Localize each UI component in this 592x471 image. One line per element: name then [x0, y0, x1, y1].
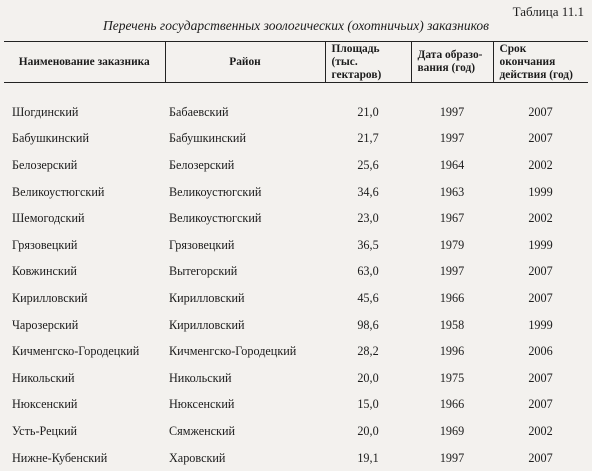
- header-name: Наименование заказника: [4, 42, 165, 83]
- cell-name: Бабушкинский: [4, 126, 165, 153]
- cell-expiry: 1999: [493, 312, 588, 339]
- cell-founded: 1997: [411, 83, 493, 126]
- header-expiry-line2: действия (год): [500, 69, 585, 82]
- cell-founded: 1997: [411, 259, 493, 286]
- cell-region: Вытегорский: [165, 259, 325, 286]
- cell-area: 15,0: [325, 392, 411, 419]
- table-number: Таблица 11.1: [513, 4, 584, 20]
- cell-expiry: 2007: [493, 365, 588, 392]
- header-area-line1: Площадь: [332, 43, 407, 56]
- cell-name: Кирилловский: [4, 285, 165, 312]
- cell-name: Ковжинский: [4, 259, 165, 286]
- cell-region: Бабаевский: [165, 83, 325, 126]
- table-row: [4, 285, 588, 312]
- cell-expiry: 2007: [493, 445, 588, 471]
- table-row: [4, 338, 588, 365]
- table-row: [4, 152, 588, 179]
- cell-founded: 1967: [411, 205, 493, 232]
- header-expiry: [493, 42, 588, 83]
- cell-area: 45,6: [325, 285, 411, 312]
- header-region: Район: [165, 42, 325, 83]
- header-area-line2: (тыс. гектаров): [332, 56, 407, 82]
- cell-name: Чарозерский: [4, 312, 165, 339]
- table-row: [4, 392, 588, 419]
- cell-area: 21,0: [325, 83, 411, 126]
- cell-region: Великоустюгский: [165, 205, 325, 232]
- cell-founded: 1963: [411, 179, 493, 206]
- cell-region: Великоустюгский: [165, 179, 325, 206]
- table-row: [4, 445, 588, 471]
- cell-area: 25,6: [325, 152, 411, 179]
- cell-expiry: 2002: [493, 152, 588, 179]
- reserves-table: [4, 41, 588, 471]
- header-area: [325, 42, 411, 83]
- cell-founded: 1958: [411, 312, 493, 339]
- header-founded: [411, 42, 493, 83]
- cell-area: 20,0: [325, 418, 411, 445]
- cell-name: Никольский: [4, 365, 165, 392]
- cell-name: Нюксенский: [4, 392, 165, 419]
- cell-founded: 1996: [411, 338, 493, 365]
- cell-expiry: 2002: [493, 205, 588, 232]
- cell-region: Харовский: [165, 445, 325, 471]
- table-row: [4, 205, 588, 232]
- cell-region: Белозерский: [165, 152, 325, 179]
- cell-region: Кичменгско-Городецкий: [165, 338, 325, 365]
- header-expiry-line1: Срок окончания: [500, 43, 585, 69]
- cell-name: Великоустюгский: [4, 179, 165, 206]
- cell-area: 36,5: [325, 232, 411, 259]
- cell-region: Кирилловский: [165, 312, 325, 339]
- cell-expiry: 2006: [493, 338, 588, 365]
- cell-expiry: 2007: [493, 126, 588, 153]
- cell-name: Белозерский: [4, 152, 165, 179]
- cell-expiry: 2007: [493, 83, 588, 126]
- cell-area: 23,0: [325, 205, 411, 232]
- cell-founded: 1966: [411, 392, 493, 419]
- cell-founded: 1997: [411, 445, 493, 471]
- cell-founded: 1964: [411, 152, 493, 179]
- cell-area: 20,0: [325, 365, 411, 392]
- table-row: [4, 418, 588, 445]
- cell-area: 98,6: [325, 312, 411, 339]
- table-row: [4, 259, 588, 286]
- cell-expiry: 1999: [493, 179, 588, 206]
- table-row: [4, 179, 588, 206]
- table-row: [4, 312, 588, 339]
- table-row: [4, 365, 588, 392]
- cell-expiry: 2007: [493, 285, 588, 312]
- cell-expiry: 2007: [493, 259, 588, 286]
- table-body: [4, 83, 588, 471]
- cell-area: 63,0: [325, 259, 411, 286]
- header-founded-line1: Дата образо-: [418, 49, 489, 62]
- cell-area: 19,1: [325, 445, 411, 471]
- cell-name: Шемогодский: [4, 205, 165, 232]
- cell-region: Грязовецкий: [165, 232, 325, 259]
- cell-region: Сямженский: [165, 418, 325, 445]
- cell-area: 21,7: [325, 126, 411, 153]
- cell-expiry: 2007: [493, 392, 588, 419]
- cell-founded: 1979: [411, 232, 493, 259]
- table-row: [4, 232, 588, 259]
- cell-expiry: 2002: [493, 418, 588, 445]
- cell-founded: 1969: [411, 418, 493, 445]
- cell-founded: 1997: [411, 126, 493, 153]
- table-row: [4, 126, 588, 153]
- cell-region: Бабушкинский: [165, 126, 325, 153]
- cell-region: Нюксенский: [165, 392, 325, 419]
- cell-region: Никольский: [165, 365, 325, 392]
- cell-name: Шогдинский: [4, 83, 165, 126]
- cell-name: Нижне-Кубенский: [4, 445, 165, 471]
- table-row: [4, 83, 588, 126]
- cell-expiry: 1999: [493, 232, 588, 259]
- cell-name: Усть-Рецкий: [4, 418, 165, 445]
- header-founded-line2: вания (год): [418, 62, 489, 75]
- cell-region: Кирилловский: [165, 285, 325, 312]
- cell-area: 28,2: [325, 338, 411, 365]
- cell-founded: 1975: [411, 365, 493, 392]
- cell-name: Грязовецкий: [4, 232, 165, 259]
- table-header: [4, 42, 588, 83]
- cell-area: 34,6: [325, 179, 411, 206]
- cell-name: Кичменгско-Городецкий: [4, 338, 165, 365]
- cell-founded: 1966: [411, 285, 493, 312]
- table-caption: Перечень государственных зоологических (охотничьих) заказников: [0, 18, 592, 34]
